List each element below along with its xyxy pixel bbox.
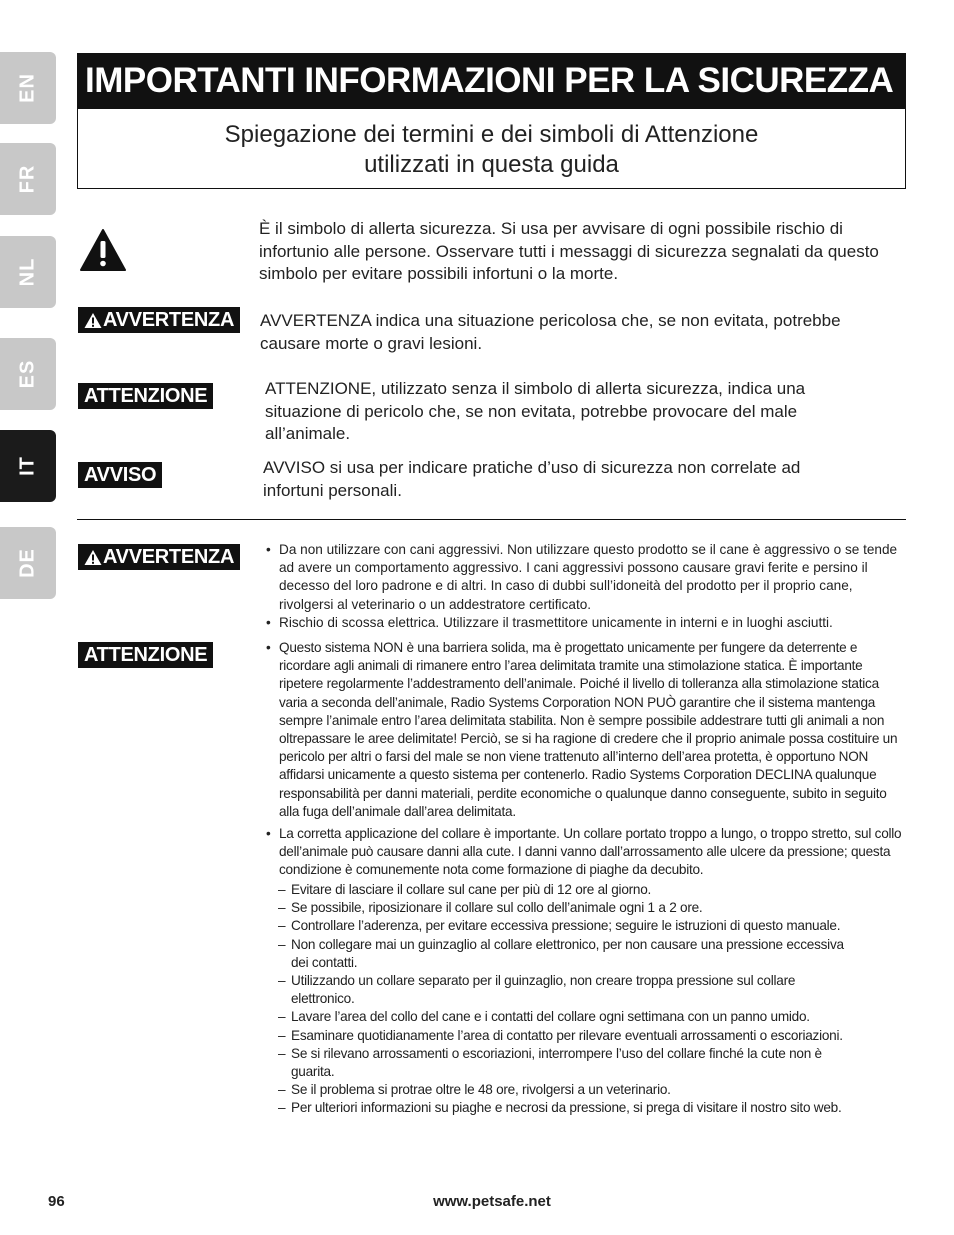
tab-label: IT (16, 456, 39, 476)
bullet-text: La corretta applicazione del collare è importante. Un collare portato troppo a lungo, o troppo stretto, sul collo dell’animale può causare danni alla cute. I danni vanno dall’arrossamento alle ulcere da pressione; questa condizione è comunemente nota come formazione di piaghe da decubito. (279, 826, 902, 878)
tip-text: Controllare l’aderenza, per evitare eccessiva pressione; seguire le istruzioni di questo manuale. (291, 918, 841, 934)
tip-text: Non collegare mai un guinzaglio al collare elettronico, per non causare una pressione eccessiva dei contatti. (291, 936, 844, 970)
tip-text: Se possibile, riposizionare il collare sul collo dell’animale ogni 1 a 2 ore. (291, 900, 703, 916)
subtitle-line-2: utilizzati in questa guida (364, 151, 619, 178)
tip-text: Se si rilevano arrossamenti o escoriazioni, interrompere l’uso del collare finché la cute non è guarita. (291, 1045, 822, 1080)
tip-text: Se il problema si protrae oltre le 48 ore, rivolgersi a un veterinario. (291, 1082, 671, 1098)
list-item: • Rischio di scossa elettrica. Utilizzare il trasmettitore unicamente in interni e in luoghi asciutti. (266, 614, 833, 630)
subtitle-line-1: Spiegazione dei termini e dei simboli di Attenzione (224, 121, 759, 148)
page-number: 96 (48, 1193, 65, 1210)
bullet-text: Questo sistema NON è una barriera solida, ma è progettato unicamente per fungere da deterrente e ricordare agli animali di rimanere entro l’area delimitata tramite una stimolazione statica. È importante ripetere regolarmente l’addestramento dell’animale. Poiché il livello di tolleranza alla stimolazione statica varia a seconda dell’animale, Radio Systems Corporation NON PUÒ garantire che il sistema mantenga sempre l’animale entro l’area delimitata stabilita. Non è sempre possibile addestrare tutti gli animali a non oltrepassare le aree delimitate! Perciò, se si ha ragione di credere che il proprio animale possa costituire un pericolo per altri o farsi del male se non viene trattenuto all’interno dell’area protetta, è opportuno NON affidarsi unicamente a questo sistema per contenerlo. Radio Systems Corporation DECLINA qualunque responsabilità per danni materiali, perdite economiche o qualunque danno conseguente, subito in seguito alla fuga dell’animale dall’area delimitata. (279, 640, 898, 819)
list-item: – Esaminare quotidianamente l’area di contatto per rilevare eventuali arrossamenti o escoriazioni. (278, 1027, 843, 1043)
list-item: – Lavare l’area del collo del cane e i contatti del collare ogni settimana con un panno umido. (278, 1009, 810, 1025)
tab-de[interactable] (0, 527, 56, 599)
badge-label: ATTENZIONE (84, 385, 208, 407)
tab-label: NL (16, 257, 39, 287)
avvertenza-text: AVVERTENZA indica una situazione pericolosa che, se non evitata, potrebbe causare morte o gravi lesioni. (260, 311, 841, 353)
tab-en[interactable] (0, 52, 56, 124)
list-item: – Se si rilevano arrossamenti o escoriazioni, interrompere l’uso del collare finché la cute non è guarita. (278, 1045, 822, 1080)
attenzione-badge (78, 383, 213, 409)
tab-label: ES (16, 359, 39, 389)
collar-tips-list (278, 881, 898, 1118)
bullet-text: Rischio di scossa elettrica. Utilizzare il trasmettitore unicamente in interni e in luoghi asciutti. (279, 614, 833, 630)
page-title: IMPORTANTI INFORMAZIONI PER LA SICUREZZA (85, 61, 894, 100)
warning-bullet-list (266, 541, 906, 632)
tip-text: Esaminare quotidianamente l’area di contatto per rilevare eventuali arrossamenti o escoriazioni. (291, 1027, 843, 1043)
tab-label: DE (16, 548, 39, 578)
tab-es[interactable] (0, 338, 56, 410)
badge-label: AVVERTENZA (103, 309, 235, 331)
badge-label: ATTENZIONE (84, 644, 208, 666)
list-item: – Controllare l’aderenza, per evitare eccessiva pressione; seguire le istruzioni di questo manuale. (278, 918, 841, 934)
caution-section-badge (78, 642, 213, 668)
list-item: – Non collegare mai un guinzaglio al collare elettronico, per non causare una pressione eccessiva dei contatti. (278, 936, 844, 970)
footer-url: www.petsafe.net (433, 1193, 551, 1210)
avviso-badge (78, 462, 162, 488)
list-item: • Questo sistema NON è una barriera solida, ma è progettato unicamente per fungere da deterrente e ricordare agli animali di rimanere entro l’area delimitata tramite una stimolazione statica. È importante ripetere regolarmente l’addestramento dell’animale. Poiché il livello di tolleranza alla stimolazione statica varia a seconda dell’animale, Radio Systems Corporation NON PUÒ garantire che il sistema mantenga sempre l’animale entro l’area delimitata stabilita. Non è sempre possibile addestrare tutti gli animali a non oltrepassare le aree delimitate! Perciò, se si ha ragione di credere che il proprio animale possa costituire un pericolo per altri o farsi del male se non viene trattenuto all’interno dell’area protetta, è opportuno NON affidarsi unicamente a questo sistema per contenerlo. Radio Systems Corporation DECLINA qualunque responsabilità per danni materiali, perdite economiche o qualunque danno conseguente, subito in seguito alla fuga dell’animale dall’area delimitata. (266, 640, 898, 819)
warning-triangle-icon (84, 312, 102, 329)
tip-text: Evitare di lasciare il collare sul cane per più di 12 ore al giorno. (291, 882, 652, 897)
list-item: – Per ulteriori informazioni su piaghe e necrosi da pressione, si prega di visitare il nostro sito web. (278, 1100, 842, 1116)
list-item: – Evitare di lasciare il collare sul cane per più di 12 ore al giorno. (278, 882, 652, 897)
safety-alert-icon (80, 228, 126, 272)
bullet-text: Da non utilizzare con cani aggressivi. Non utilizzare questo prodotto se il cane è aggressivo o se tende ad avere un comportamento aggressivo. I cani aggressivi possono causare gravi ferite e persino il decesso del loro padrone e di altri. In caso di dubbi sull’idoneità del prodotto per il proprio cane, rivolgersi al veterinario o un addestratore certificato. (279, 542, 898, 612)
section-divider (77, 519, 906, 520)
tip-text: Lavare l’area del collo del cane e i contatti del collare ogni settimana con un panno umido. (291, 1009, 810, 1025)
tab-nl[interactable] (0, 236, 56, 308)
avviso-text: AVVISO si usa per indicare pratiche d’uso di sicurezza non correlate ad infortuni personali. (263, 458, 801, 500)
caution-bullet-list (266, 639, 906, 880)
list-item: • La corretta applicazione del collare è importante. Un collare portato troppo a lungo, o troppo stretto, sul collo dell’animale può causare danni alla cute. I danni vanno dall’arrossamento alle ulcere da pressione; questa condizione è comunemente nota come formazione di piaghe da decubito. (266, 826, 902, 878)
badge-label: AVVISO (84, 464, 157, 486)
list-item: – Se possibile, riposizionare il collare sul collo dell’animale ogni 1 a 2 ore. (278, 900, 703, 916)
tip-text: Utilizzando un collare separato per il guinzaglio, non creare troppa pressione sul collare elettronico. (291, 973, 796, 1007)
badge-label: AVVERTENZA (103, 546, 235, 568)
title-bar (77, 53, 906, 109)
subtitle-box (77, 109, 906, 189)
tab-it[interactable] (0, 430, 56, 502)
tip-text: Per ulteriori informazioni su piaghe e necrosi da pressione, si prega di visitare il nostro sito web. (291, 1100, 842, 1116)
warning-section-badge (78, 544, 240, 570)
alert-symbol-text: È il simbolo di allerta sicurezza. Si usa per avvisare di ogni possibile rischio di infortunio alle persone. Osservare tutti i messaggi di sicurezza segnalati da questo simbolo per evitare possibili infortuni o la morte. (259, 219, 879, 283)
tab-label: FR (16, 164, 39, 194)
warning-triangle-icon (84, 549, 102, 566)
tab-label: EN (16, 73, 39, 103)
list-item: • Da non utilizzare con cani aggressivi. Non utilizzare questo prodotto se il cane è aggressivo o se tende ad avere un comportamento aggressivo. I cani aggressivi possono causare gravi ferite e persino il decesso del loro padrone e di altri. In caso di dubbi sull’idoneità del prodotto per il proprio cane, rivolgersi al veterinario o un addestratore certificato. (266, 542, 898, 612)
tab-fr[interactable] (0, 143, 56, 215)
attenzione-text: ATTENZIONE, utilizzato senza il simbolo di allerta sicurezza, indica una situazione di pericolo che, se non evitata, potrebbe provocare del male all’animale. (265, 379, 806, 443)
avvertenza-badge (78, 307, 240, 333)
list-item: – Utilizzando un collare separato per il guinzaglio, non creare troppa pressione sul collare elettronico. (278, 973, 796, 1007)
list-item: – Se il problema si protrae oltre le 48 ore, rivolgersi a un veterinario. (278, 1082, 671, 1098)
